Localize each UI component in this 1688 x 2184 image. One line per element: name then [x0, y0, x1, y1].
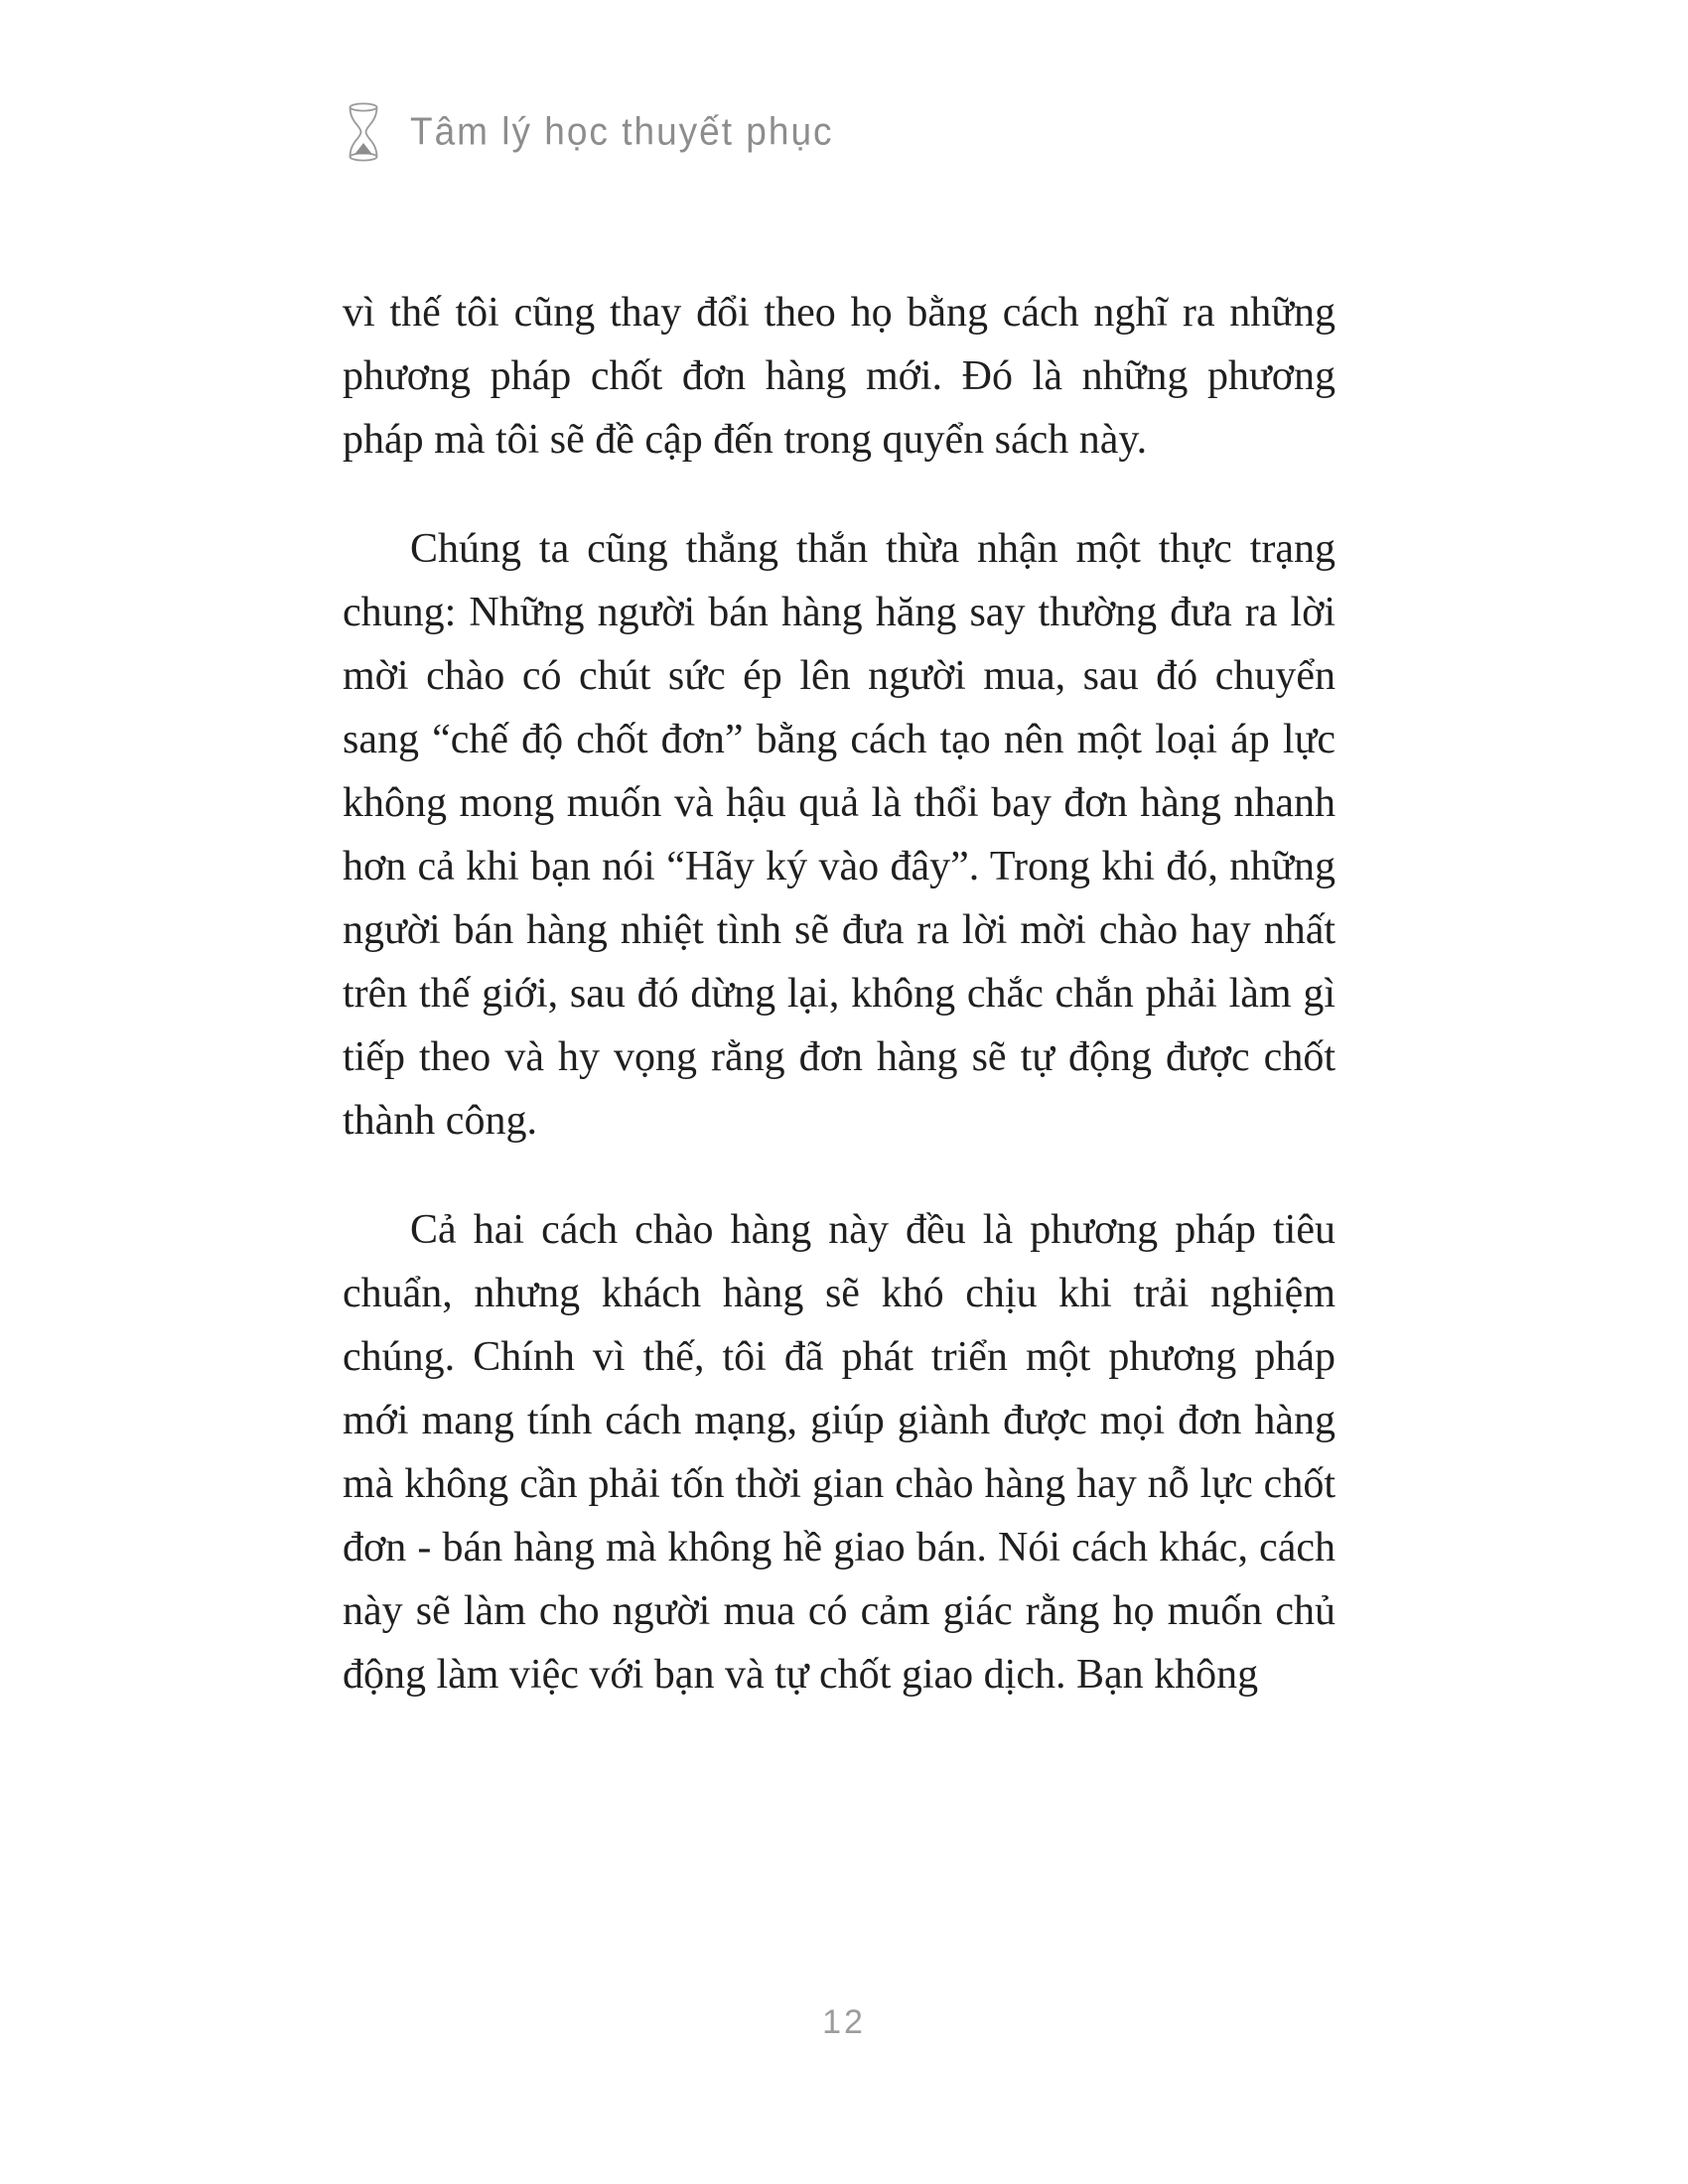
paragraph: Cả hai cách chào hàng này đều là phương pháp tiêu chuẩn, nhưng khách hàng sẽ khó chịu khi trải nghiệm chúng. Chính vì thế, tôi đã phát triển một phương pháp mới mang tính cách mạng, giúp giành được mọi đơn hàng mà không cần phải tốn thời gian chào hàng hay nỗ lực chốt đơn - bán hàng mà không hề giao bán. Nói cách khác, cách này sẽ làm cho người mua có cảm giác rằng họ muốn chủ động làm việc với bạn và tự chốt giao dịch. Bạn không	[343, 1207, 1336, 1698]
body-text	[343, 281, 1336, 1752]
paragraph: Chúng ta cũng thẳng thắn thừa nhận một thực trạng chung: Những người bán hàng hăng say thường đưa ra lời mời chào có chút sức ép lên người mua, sau đó chuyển sang “chế độ chốt đơn” bằng cách tạo nên một loại áp lực không mong muốn và hậu quả là thổi bay đơn hàng nhanh hơn cả khi bạn nói “Hãy ký vào đây”. Trong khi đó, những người bán hàng nhiệt tình sẽ đưa ra lời mời chào hay nhất trên thế giới, sau đó dừng lại, không chắc chắn phải làm gì tiếp theo và hy vọng rằng đơn hàng sẽ tự động được chốt thành công.	[343, 526, 1336, 1144]
running-header	[343, 102, 834, 162]
page-number: 12	[822, 2003, 866, 2041]
hourglass-icon	[343, 102, 384, 162]
paragraph: vì thế tôi cũng thay đổi theo họ bằng cách nghĩ ra những phương pháp chốt đơn hàng mới. Đó là những phương pháp mà tôi sẽ đề cập đến trong quyển sách này.	[343, 290, 1336, 463]
running-header-title: Tâm lý học thuyết phục	[410, 110, 834, 153]
